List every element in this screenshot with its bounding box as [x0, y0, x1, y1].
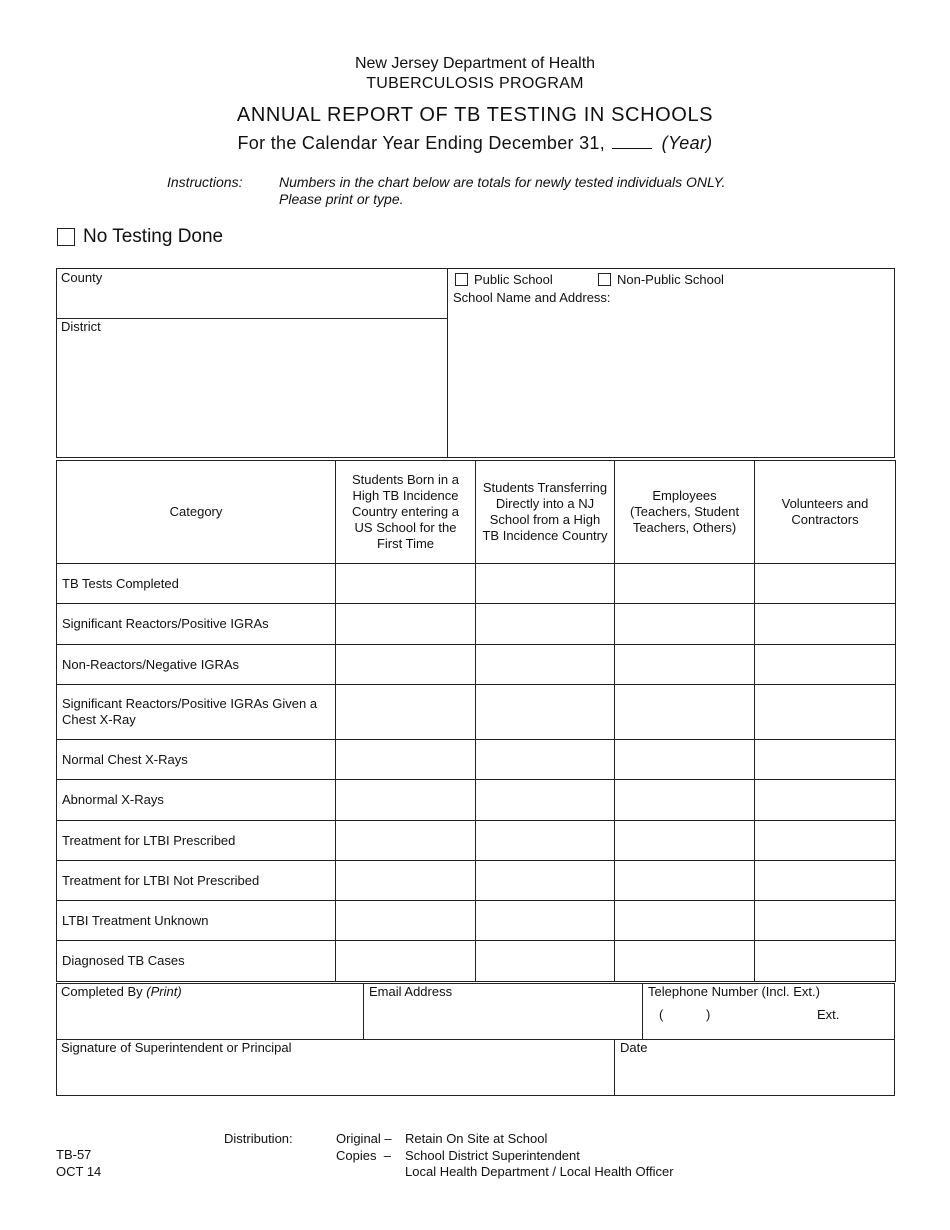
form-revision: OCT 14 — [56, 1164, 102, 1179]
table-cell[interactable] — [336, 941, 476, 982]
email-label: Email Address — [369, 984, 453, 999]
table-row — [57, 901, 896, 941]
table-cell[interactable] — [615, 780, 755, 821]
column-header-volunteers: Volunteers and Contractors — [755, 461, 896, 564]
completed-by-field[interactable] — [57, 984, 363, 1039]
table-row — [57, 821, 896, 861]
table-cell[interactable] — [476, 901, 615, 941]
copies-value-1: School District Superintendent — [405, 1148, 580, 1163]
column-header-students-transferring: Students Transferring Directly into a NJ School from a High TB Incidence Country — [476, 461, 615, 564]
row-label: Significant Reactors/Positive IGRAs — [57, 604, 336, 645]
table-row — [57, 780, 896, 821]
copies-label: Copies – — [336, 1148, 391, 1163]
table-cell[interactable] — [755, 685, 896, 740]
row-label: Diagnosed TB Cases — [57, 941, 336, 982]
form-subtitle — [0, 133, 950, 154]
table-row — [57, 685, 896, 740]
county-label: County — [61, 270, 103, 285]
email-field[interactable] — [364, 984, 642, 1039]
year-input[interactable] — [612, 134, 652, 149]
column-header-employees: Employees (Teachers, Student Teachers, Others) — [615, 461, 755, 564]
district-field[interactable] — [57, 319, 447, 458]
table-cell[interactable] — [336, 604, 476, 645]
location-section — [56, 268, 895, 458]
table-cell[interactable] — [615, 861, 755, 901]
phone-area-open: ( — [659, 1007, 664, 1022]
signoff-section — [56, 983, 895, 1096]
agency-name: New Jersey Department of Health — [354, 55, 596, 72]
table-row — [57, 740, 896, 780]
completed-by-text: Completed By — [61, 984, 143, 999]
table-cell[interactable] — [615, 740, 755, 780]
table-row — [57, 604, 896, 645]
program-name: TUBERCULOSIS PROGRAM — [366, 75, 584, 92]
county-field[interactable] — [57, 269, 447, 319]
table-cell[interactable] — [476, 645, 615, 685]
row-label: Treatment for LTBI Prescribed — [57, 821, 336, 861]
table-row — [57, 861, 896, 901]
table-cell[interactable] — [336, 780, 476, 821]
location-left — [57, 269, 448, 457]
no-testing-checkbox[interactable] — [57, 228, 75, 246]
table-cell[interactable] — [476, 861, 615, 901]
table-cell[interactable] — [336, 821, 476, 861]
table-cell[interactable] — [476, 821, 615, 861]
row-label: Abnormal X-Rays — [57, 780, 336, 821]
instructions-label: Instructions: — [167, 174, 243, 190]
copies-value-2: Local Health Department / Local Health Officer — [405, 1164, 674, 1179]
original-value: Retain On Site at School — [405, 1131, 548, 1146]
table-row — [57, 564, 896, 604]
table-cell[interactable] — [336, 685, 476, 740]
date-label: Date — [620, 1040, 648, 1055]
table-cell[interactable] — [336, 740, 476, 780]
testing-table — [56, 460, 896, 982]
row-label: TB Tests Completed — [57, 564, 336, 604]
row-label: Treatment for LTBI Not Prescribed — [57, 861, 336, 901]
table-cell[interactable] — [755, 645, 896, 685]
table-cell[interactable] — [615, 645, 755, 685]
completed-by-hint: (Print) — [146, 984, 182, 999]
form-title: ANNUAL REPORT OF TB TESTING IN SCHOOLS — [236, 104, 714, 126]
table-row — [57, 645, 896, 685]
instructions-line-1: Numbers in the chart below are totals for newly tested individuals ONLY. — [279, 174, 726, 190]
table-cell[interactable] — [615, 564, 755, 604]
completed-by-label — [61, 984, 182, 999]
row-label: LTBI Treatment Unknown — [57, 901, 336, 941]
table-cell[interactable] — [336, 564, 476, 604]
table-cell[interactable] — [476, 685, 615, 740]
column-header-students-born: Students Born in a High TB Incidence Country entering a US School for the First Time — [336, 461, 476, 564]
year-hint: (Year) — [661, 133, 713, 153]
table-cell[interactable] — [336, 901, 476, 941]
table-cell[interactable] — [755, 604, 896, 645]
row-label: Significant Reactors/Positive IGRAs Given a Chest X-Ray — [57, 685, 336, 740]
table-cell[interactable] — [755, 780, 896, 821]
table-cell[interactable] — [615, 941, 755, 982]
signature-field[interactable] — [57, 1040, 614, 1095]
table-cell[interactable] — [755, 821, 896, 861]
non-public-school-checkbox[interactable] — [598, 273, 611, 286]
non-public-school-option[interactable] — [598, 272, 724, 287]
public-school-checkbox[interactable] — [455, 273, 468, 286]
distribution-label: Distribution: — [224, 1131, 293, 1146]
public-school-label: Public School — [474, 272, 553, 287]
phone-label: Telephone Number (Incl. Ext.) — [648, 984, 820, 999]
table-cell[interactable] — [476, 564, 615, 604]
table-cell[interactable] — [615, 901, 755, 941]
school-name-field[interactable] — [449, 309, 894, 457]
table-cell[interactable] — [755, 564, 896, 604]
subtitle-text: For the Calendar Year Ending December 31, — [237, 133, 606, 153]
no-testing-option[interactable] — [57, 226, 223, 248]
table-cell[interactable] — [615, 604, 755, 645]
table-cell[interactable] — [476, 604, 615, 645]
table-cell[interactable] — [336, 645, 476, 685]
district-label: District — [61, 319, 101, 334]
signature-label: Signature of Superintendent or Principal — [61, 1040, 292, 1055]
school-name-label: School Name and Address: — [453, 290, 611, 305]
table-cell[interactable] — [755, 901, 896, 941]
table-cell[interactable] — [476, 780, 615, 821]
public-school-option[interactable] — [455, 272, 553, 287]
phone-field[interactable] — [643, 984, 894, 1039]
table-cell[interactable] — [615, 685, 755, 740]
date-field[interactable] — [615, 1040, 894, 1095]
table-cell[interactable] — [755, 740, 896, 780]
signoff-row-1 — [57, 984, 894, 1040]
table-cell[interactable] — [476, 941, 615, 982]
table-cell[interactable] — [755, 861, 896, 901]
form-number: TB-57 — [56, 1147, 92, 1162]
table-row — [57, 941, 896, 982]
table-cell[interactable] — [615, 821, 755, 861]
original-label: Original – — [336, 1131, 392, 1146]
phone-area-close: ) — [706, 1007, 711, 1022]
row-label: Normal Chest X-Rays — [57, 740, 336, 780]
phone-ext-label: Ext. — [817, 1007, 840, 1022]
table-cell[interactable] — [336, 861, 476, 901]
table-header-row — [57, 461, 896, 564]
non-public-school-label: Non-Public School — [617, 272, 724, 287]
row-label: Non-Reactors/Negative IGRAs — [57, 645, 336, 685]
no-testing-label: No Testing Done — [83, 226, 224, 247]
table-cell[interactable] — [476, 740, 615, 780]
column-header-category: Category — [57, 461, 336, 564]
instructions-line-2: Please print or type. — [279, 191, 404, 207]
table-cell[interactable] — [755, 941, 896, 982]
